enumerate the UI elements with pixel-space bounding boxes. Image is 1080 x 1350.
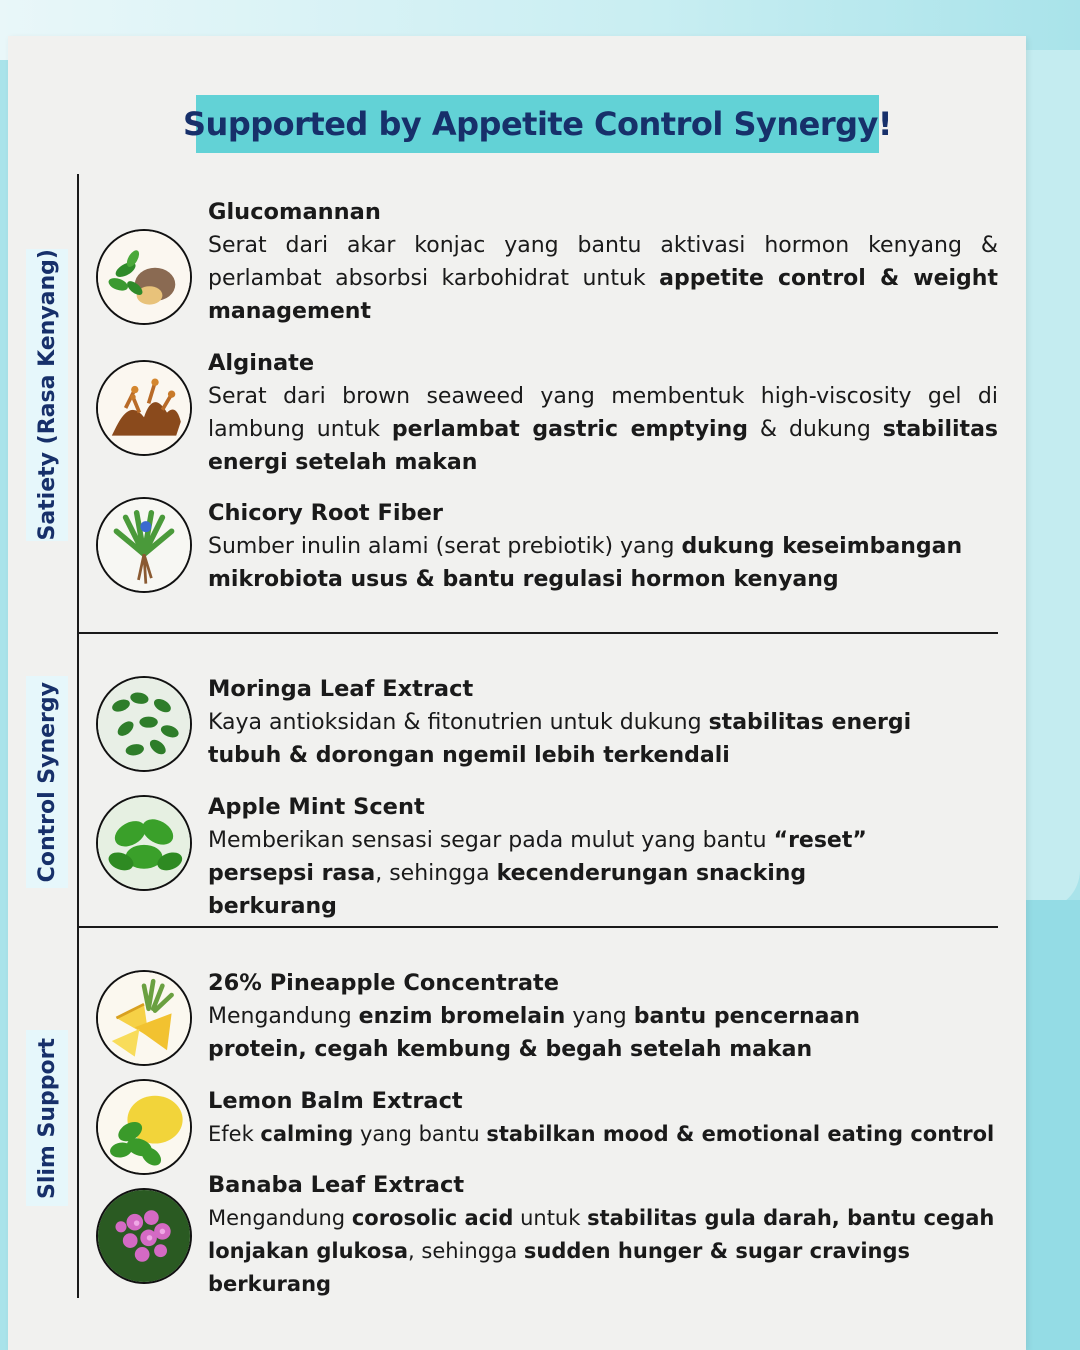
decorative-side-tab-lower <box>1026 900 1080 1350</box>
description-run: Memberikan sensasi segar pada mulut yang bantu <box>208 828 774 853</box>
ingredient-name: Alginate <box>208 350 315 376</box>
description-bold-run: “reset” persepsi rasa <box>208 828 867 886</box>
section-divider-2 <box>77 926 998 928</box>
description-bold-run: bantu pencernaan protein, cegah kembung & begah setelah makan <box>208 1004 861 1062</box>
section-divider-1 <box>77 632 998 634</box>
description-run: Kaya antioksidan & fitonutrien untuk dukung <box>208 710 709 735</box>
description-run: Mengandung <box>208 1206 352 1230</box>
section-label-text: Slim Support <box>34 1037 60 1199</box>
konjac-root-icon <box>96 229 192 325</box>
description-bold-run: corosolic acid <box>351 1206 514 1230</box>
description-bold-run: stabilkan mood & emotional eating control <box>486 1122 995 1146</box>
lemon-balm-icon <box>96 1079 192 1175</box>
pineapple-icon <box>96 970 192 1066</box>
ingredient-description <box>208 380 998 479</box>
description-bold-run: enzim bromelain <box>358 1004 566 1029</box>
moringa-leaf-icon <box>96 676 192 772</box>
ingredient-description <box>208 1000 958 1066</box>
ingredient-name: Banaba Leaf Extract <box>208 1172 465 1198</box>
description-run: untuk <box>513 1206 588 1230</box>
description-run: yang bantu <box>353 1122 487 1146</box>
ingredient-description <box>208 1202 1008 1301</box>
description-run: Sumber inulin alami (serat prebiotik) yang <box>208 534 682 559</box>
ingredient-chicory <box>208 497 998 596</box>
ingredient-glucomannan <box>208 196 998 328</box>
vertical-divider <box>77 174 79 1298</box>
ingredient-alginate <box>208 347 998 479</box>
ingredient-name: Glucomannan <box>208 199 381 225</box>
ingredient-apple-mint <box>208 791 928 923</box>
ingredient-name: 26% Pineapple Concentrate <box>208 970 560 996</box>
title-banner <box>183 95 892 153</box>
description-bold-run: sudden hunger & sugar cravings berkurang <box>208 1239 911 1296</box>
description-run: , sehingga <box>408 1239 524 1263</box>
brown-seaweed-icon <box>96 360 192 456</box>
description-bold-run: stabilitas gula darah, bantu cegah lonjakan glukosa <box>208 1206 995 1263</box>
section-label-control-synergy <box>26 676 68 888</box>
ingredient-name: Moringa Leaf Extract <box>208 676 474 702</box>
mint-leaf-icon <box>96 795 192 891</box>
description-bold-run: appetite control & weight management <box>208 266 998 324</box>
ingredient-moringa <box>208 673 928 772</box>
page-title: Supported by Appetite Control Synergy! <box>183 105 892 143</box>
ingredient-pineapple <box>208 967 958 1066</box>
ingredient-name: Apple Mint Scent <box>208 794 425 820</box>
description-run: Serat dari akar konjac yang bantu aktivasi hormon kenyang & perlambat absorbsi karbohidrat untuk <box>208 233 998 291</box>
banaba-flower-icon <box>96 1188 192 1284</box>
description-bold-run: kecenderungan snacking berkurang <box>208 861 807 919</box>
section-label-slim-support <box>26 1030 68 1206</box>
description-run: & dukung <box>748 417 883 442</box>
section-label-text: Control Synergy <box>34 681 60 883</box>
description-run: yang <box>565 1004 634 1029</box>
ingredient-name: Lemon Balm Extract <box>208 1088 463 1114</box>
ingredient-lemon-balm <box>208 1085 1008 1151</box>
description-run: Serat dari brown seaweed yang membentuk high-viscosity gel di lambung untuk <box>208 384 998 442</box>
description-run: Efek <box>208 1122 261 1146</box>
chicory-plant-icon <box>96 497 192 593</box>
ingredient-banaba <box>208 1169 1008 1301</box>
description-bold-run: stabilitas energi tubuh & dorongan ngemil lebih terkendali <box>208 710 912 768</box>
ingredient-description <box>208 706 928 772</box>
section-label-satiety <box>26 249 68 541</box>
section-label-text: Satiety (Rasa Kenyang) <box>34 249 60 541</box>
description-run: Mengandung <box>208 1004 359 1029</box>
ingredient-description <box>208 530 998 596</box>
description-run: , sehingga <box>375 861 497 886</box>
description-bold-run: dukung keseimbangan mikrobiota usus & bantu regulasi hormon kenyang <box>208 534 963 592</box>
ingredient-description <box>208 1118 1008 1151</box>
description-bold-run: calming <box>260 1122 354 1146</box>
ingredient-name: Chicory Root Fiber <box>208 500 444 526</box>
decorative-side-tab <box>1026 50 1080 910</box>
description-bold-run: stabilitas energi setelah makan <box>208 417 999 475</box>
description-bold-run: perlambat gastric emptying <box>391 417 748 442</box>
ingredient-description <box>208 229 998 328</box>
ingredient-description <box>208 824 928 923</box>
